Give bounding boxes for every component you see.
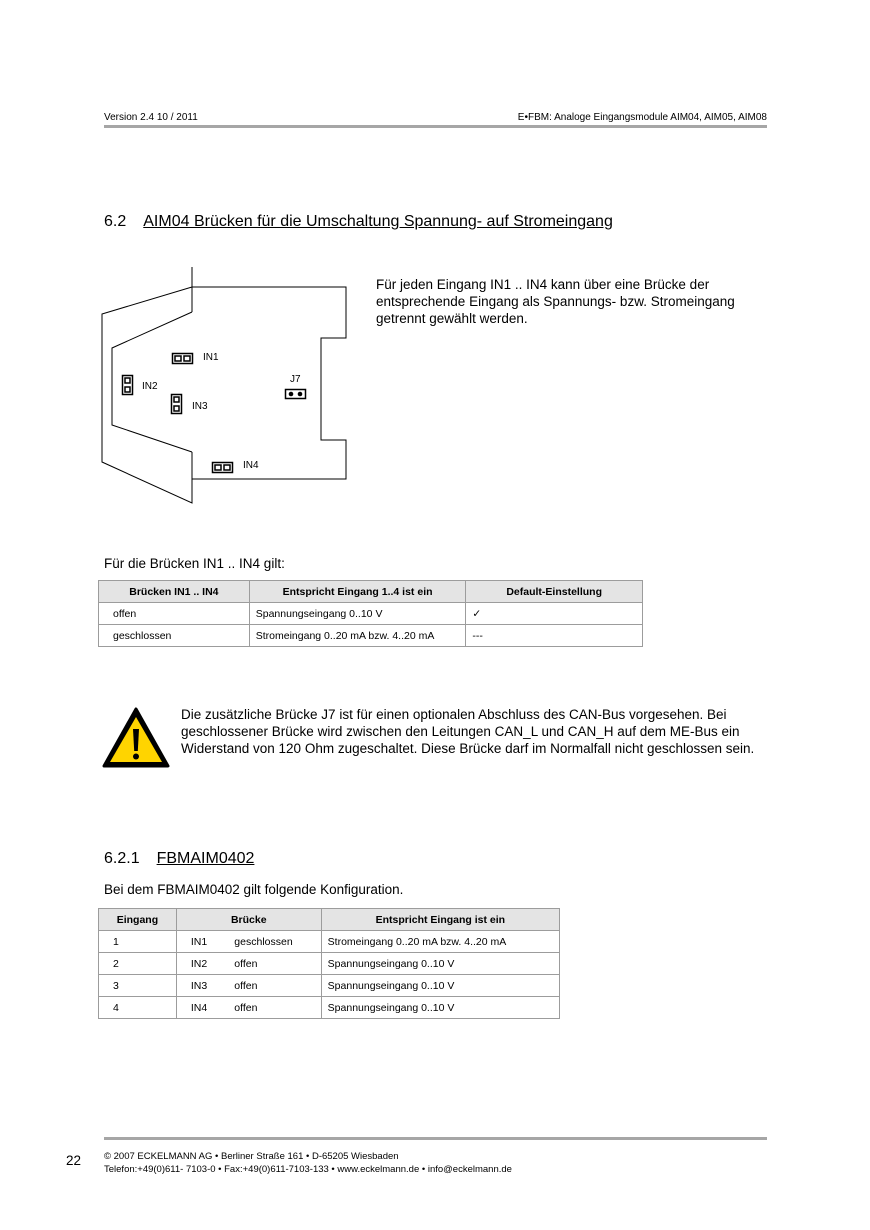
table-cell: IN2 bbox=[176, 953, 228, 975]
checkmark-cell: ✓ bbox=[466, 603, 643, 625]
header-title: E•FBM: Analoge Eingangsmodule AIM04, AIM05, AIM08 bbox=[517, 112, 767, 123]
label-in4: IN4 bbox=[243, 460, 259, 471]
section-title: AIM04 Brücken für die Umschaltung Spannung- auf Stromeingang bbox=[143, 213, 613, 230]
label-in1: IN1 bbox=[203, 352, 219, 363]
table-cell: Spannungseingang 0..10 V bbox=[321, 997, 559, 1019]
jumper-j7 bbox=[286, 390, 306, 399]
footer-line-1: © 2007 ECKELMANN AG • Berliner Straße 161 • D-65205 Wiesbaden bbox=[104, 1151, 399, 1162]
table-row bbox=[99, 931, 560, 953]
table-cell: Stromeingang 0..20 mA bzw. 4..20 mA bbox=[249, 625, 466, 647]
footer-line-2: Telefon:+49(0)611- 7103-0 • Fax:+49(0)611-7103-133 • www.eckelmann.de • info@eckelmann.de bbox=[104, 1164, 512, 1175]
table-cell: Stromeingang 0..20 mA bzw. 4..20 mA bbox=[321, 931, 559, 953]
table-header: Entspricht Eingang ist ein bbox=[321, 909, 559, 931]
warning-icon bbox=[102, 707, 170, 769]
jumper-in1 bbox=[173, 354, 193, 364]
table-cell: geschlossen bbox=[99, 625, 250, 647]
table-cell: offen bbox=[228, 953, 321, 975]
page-number: 22 bbox=[66, 1153, 82, 1168]
jumper-in2 bbox=[123, 376, 133, 395]
table-header-row bbox=[99, 581, 643, 603]
table-header: Entspricht Eingang 1..4 ist ein bbox=[249, 581, 466, 603]
board-diagram bbox=[96, 262, 356, 508]
table-cell: IN3 bbox=[176, 975, 228, 997]
subsection-number: 6.2.1 bbox=[104, 850, 140, 867]
table-row bbox=[99, 975, 560, 997]
subsection-intro: Bei dem FBMAIM0402 gilt folgende Konfiguration. bbox=[104, 882, 404, 897]
table-cell: IN4 bbox=[176, 997, 228, 1019]
table-cell: 3 bbox=[99, 975, 177, 997]
footer-rule bbox=[104, 1137, 767, 1140]
table-row bbox=[99, 953, 560, 975]
jumper-in4 bbox=[213, 463, 233, 473]
table-header: Brücken IN1 .. IN4 bbox=[99, 581, 250, 603]
jumper-in3 bbox=[172, 395, 182, 414]
label-j7: J7 bbox=[290, 374, 301, 385]
table-row bbox=[99, 625, 643, 647]
table-cell: offen bbox=[99, 603, 250, 625]
label-in2: IN2 bbox=[142, 381, 158, 392]
footer-address bbox=[104, 1150, 512, 1176]
table-cell: offen bbox=[228, 975, 321, 997]
warning-paragraph: Die zusätzliche Brücke J7 ist für einen optionalen Abschluss des CAN-Bus vorgesehen. Bei geschlossener Brücke wird zwischen den Leitungen CAN_L und CAN_H auf dem ME-Bus ein Widerstand von 120 Ohm zugeschaltet. Diese Brücke darf im Normalfall nicht geschlossen sein. bbox=[181, 707, 755, 756]
table-header: Default-Einstellung bbox=[466, 581, 643, 603]
table-cell: 1 bbox=[99, 931, 177, 953]
table-cell: --- bbox=[466, 625, 643, 647]
header-rule bbox=[104, 125, 767, 128]
table-header: Eingang bbox=[99, 909, 177, 931]
section-number: 6.2 bbox=[104, 213, 127, 230]
label-in3: IN3 bbox=[192, 401, 208, 412]
table-cell: Spannungseingang 0..10 V bbox=[321, 953, 559, 975]
header-version: Version 2.4 10 / 2011 bbox=[104, 112, 198, 123]
section-heading bbox=[104, 213, 613, 231]
table-row bbox=[99, 997, 560, 1019]
subsection-title: FBMAIM0402 bbox=[156, 850, 255, 867]
table-cell: Spannungseingang 0..10 V bbox=[249, 603, 466, 625]
table-cell: IN1 bbox=[176, 931, 228, 953]
bridge-table bbox=[98, 580, 643, 647]
table-cell: 4 bbox=[99, 997, 177, 1019]
table-header: Brücke bbox=[176, 909, 321, 931]
table1-caption: Für die Brücken IN1 .. IN4 gilt: bbox=[104, 556, 285, 571]
table-row bbox=[99, 603, 643, 625]
table-cell: Spannungseingang 0..10 V bbox=[321, 975, 559, 997]
configuration-table bbox=[98, 908, 560, 1019]
table-cell: geschlossen bbox=[228, 931, 321, 953]
table-header-row bbox=[99, 909, 560, 931]
intro-paragraph: Für jeden Eingang IN1 .. IN4 kann über eine Brücke der entsprechende Eingang als Spannungs- bzw. Stromeingang getrennt gewählt werden. bbox=[376, 277, 735, 326]
subsection-heading bbox=[104, 850, 254, 868]
table-cell: offen bbox=[228, 997, 321, 1019]
table-cell: 2 bbox=[99, 953, 177, 975]
